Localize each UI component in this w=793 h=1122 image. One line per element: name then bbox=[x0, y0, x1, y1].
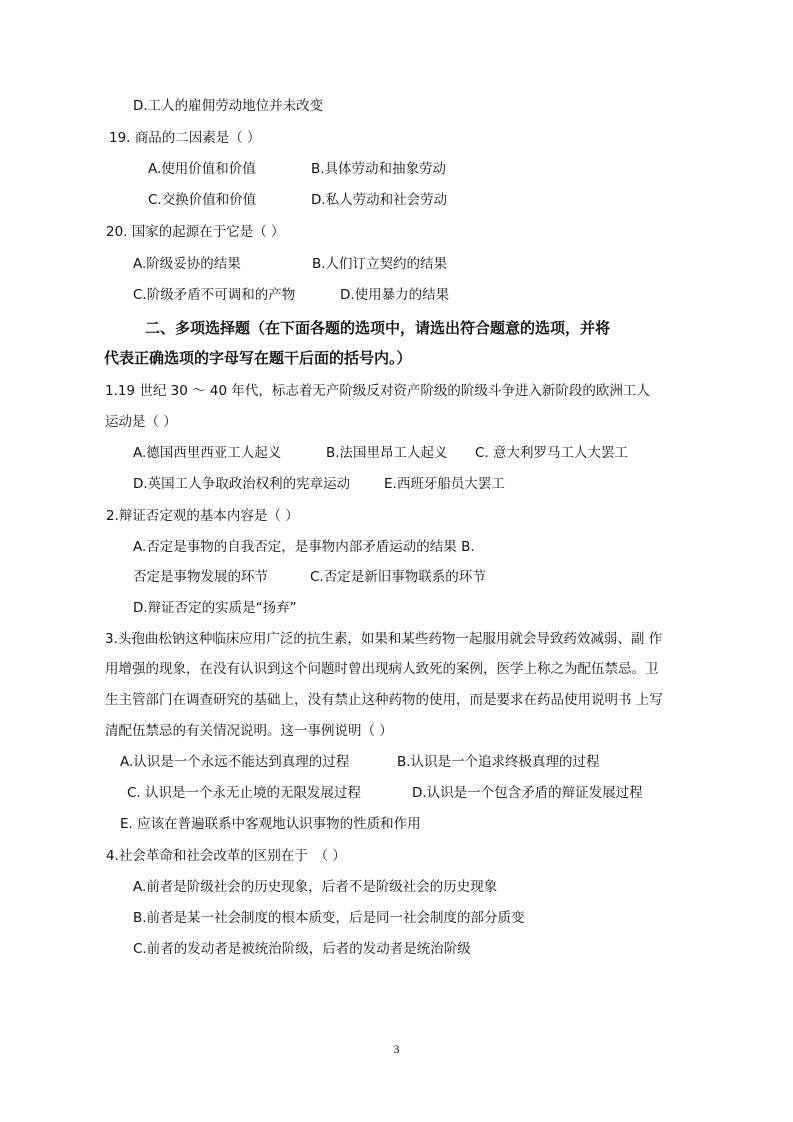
mq2-stem: 2.辩证否定观的基本内容是（ ） bbox=[106, 508, 299, 524]
mq4-option-c: C.前者的发动者是被统治阶级，后者的发动者是统治阶级 bbox=[133, 941, 471, 957]
option-19c: C.交换价值和价值 bbox=[148, 192, 257, 208]
mq2-option-b: 否定是事物发展的环节 bbox=[133, 569, 268, 585]
mq3-option-a: A.认识是一个永远不能达到真理的过程 bbox=[120, 754, 350, 770]
option-18d: D.工人的雇佣劳动地位并未改变 bbox=[133, 98, 324, 114]
mq1-option-c: C. 意大利罗马工人大罢工 bbox=[475, 445, 629, 461]
mq3-option-d: D.认识是一个包含矛盾的辩证发展过程 bbox=[412, 785, 643, 801]
option-20a: A.阶级妥协的结果 bbox=[133, 256, 241, 272]
question-20: 20. 国家的起源在于它是（ ） bbox=[106, 224, 285, 240]
option-19a: A.使用价值和价值 bbox=[148, 161, 256, 177]
mq1-option-e: E.西班牙船员大罢工 bbox=[384, 476, 505, 492]
option-19d: D.私人劳动和社会劳动 bbox=[311, 192, 448, 208]
section-heading-line1: 二、多项选择题（在下面各题的选项中，请选出符合题意的选项，并将 bbox=[145, 319, 611, 337]
mq1-option-a: A.德国西里西亚工人起义 bbox=[133, 445, 282, 461]
mq2-option-d: D.辩证否定的实质是“扬弃” bbox=[133, 600, 297, 616]
mq1-option-d: D.英国工人争取政治权利的宪章运动 bbox=[133, 476, 351, 492]
mq3-option-b: B.认识是一个追求终极真理的过程 bbox=[397, 754, 600, 770]
option-20d: D.使用暴力的结果 bbox=[340, 287, 450, 303]
section-heading-line2: 代表正确选项的字母写在题干后面的括号内。） bbox=[104, 349, 412, 367]
option-20b: B.人们订立契约的结果 bbox=[312, 256, 448, 272]
mq3-stem-line2: 用增强的现象，在没有认识到这个问题时曾出现病人致死的案例，医学上称之为配伍禁忌。卫 bbox=[105, 661, 659, 677]
question-19: 19. 商品的二因素是（ ） bbox=[109, 130, 261, 146]
mq4-option-b: B.前者是某一社会制度的根本质变，后是同一社会制度的部分质变 bbox=[133, 910, 525, 926]
option-19b: B.具体劳动和抽象劳动 bbox=[311, 161, 447, 177]
page-number: 3 bbox=[393, 1042, 400, 1056]
mq3-stem-line3: 生主管部门在调查研究的基础上，没有禁止这种药物的使用，而是要求在药品使用说明书 上写 bbox=[105, 692, 663, 708]
mq3-option-e: E. 应该在普遍联系中客观地认识事物的性质和作用 bbox=[120, 816, 421, 832]
mq1-stem-line2: 运动是（ ） bbox=[105, 414, 177, 430]
mq2-option-c: C.否定是新旧事物联系的环节 bbox=[310, 569, 486, 585]
mq2-option-a: A.否定是事物的自我否定，是事物内部矛盾运动的结果 B. bbox=[133, 539, 475, 555]
option-20c: C.阶级矛盾不可调和的产物 bbox=[133, 287, 296, 303]
mq4-option-a: A.前者是阶级社会的历史现象，后者不是阶级社会的历史现象 bbox=[133, 879, 498, 895]
mq1-option-b: B.法国里昂工人起义 bbox=[326, 445, 448, 461]
mq3-stem-line4: 清配伍禁忌的有关情况说明。这一事例说明（ ） bbox=[105, 723, 393, 739]
mq1-stem-line1: 1.19 世纪 30 ～ 40 年代，标志着无产阶级反对资产阶级的阶级斗争进入新阶段的欧洲工人 bbox=[105, 383, 650, 399]
mq3-option-c: C. 认识是一个永无止境的无限发展过程 bbox=[127, 785, 362, 801]
mq4-stem: 4.社会革命和社会改革的区别在于 （ ） bbox=[106, 848, 346, 864]
mq3-stem-line1: 3.头孢曲松钠这种临床应用广泛的抗生素，如果和某些药物一起服用就会导致药效减弱、副 作 bbox=[105, 631, 663, 647]
